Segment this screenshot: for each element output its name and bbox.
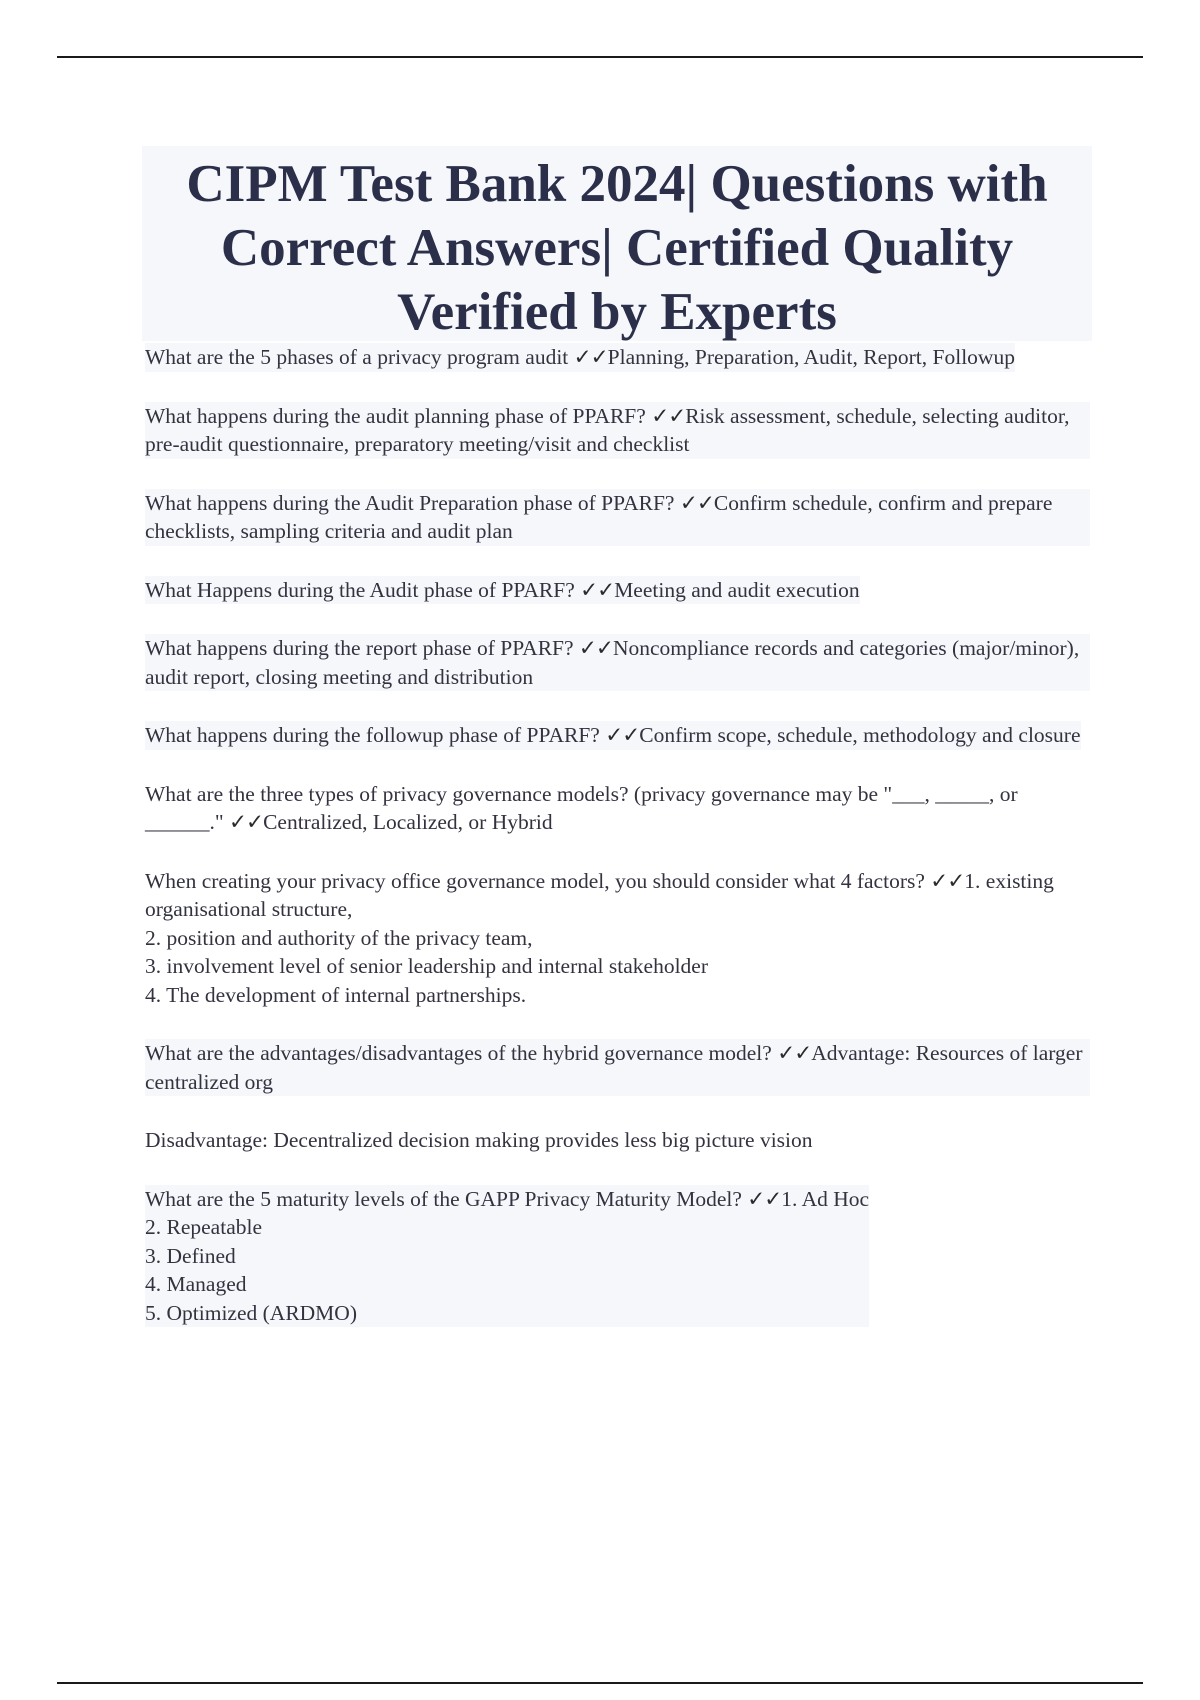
qa-list [145, 343, 1090, 1357]
qa-item [145, 721, 1081, 750]
qa-item [145, 489, 1090, 546]
disadvantage-text: Disadvantage: Decentralized decision making provides less big picture vision [145, 1128, 813, 1152]
question-text: What are the three types of privacy governance models? (privacy governance may be "___, _____, or ______." [145, 781, 1023, 834]
check-icon: ✓✓ [580, 577, 615, 602]
answer-text: Confirm scope, schedule, methodology and closure [639, 723, 1081, 747]
qa-item [145, 402, 1090, 459]
qa-item [145, 867, 1090, 1010]
question-text: When creating your privacy office governance model, you should consider what 4 factors? [145, 868, 931, 893]
answer-text: 1. Ad Hoc 2. Repeatable 3. Defined 4. Managed 5. Optimized (ARDMO) [145, 1186, 870, 1325]
answer-text: Confirm schedule, confirm and prepare checklists, sampling criteria and audit plan [145, 490, 1058, 543]
qa-item [145, 1039, 1090, 1096]
question-text: What happens during the audit planning phase of PPARF? [145, 403, 652, 428]
top-rule [57, 56, 1143, 58]
question-text: What are the advantages/disadvantages of the hybrid governance model? [145, 1041, 778, 1065]
qa-item [145, 576, 860, 605]
question-text: What happens during the Audit Preparation phase of PPARF? [145, 490, 680, 515]
title-block [142, 146, 1092, 341]
answer-text: 1. existing organisational structure, 2. position and authority of the privacy team, 3. involvement level of senior leadership and internal stakeholder 4. The development of internal partnerships. [145, 868, 1054, 1007]
page-title: CIPM Test Bank 2024| Questions with Correct Answers| Certified Quality Verified by Experts [186, 155, 1048, 341]
bottom-rule [57, 1682, 1143, 1684]
answer-text: Risk assessment, schedule, selecting auditor, pre-audit questionnaire, preparatory meeting/visit and checklist [145, 403, 1075, 456]
qa-item [145, 780, 1090, 837]
question-text: What are the 5 phases of a privacy program audit [145, 345, 574, 369]
qa-item [145, 343, 1015, 372]
answer-text: Planning, Preparation, Audit, Report, Followup [607, 345, 1015, 369]
check-icon: ✓✓ [605, 723, 640, 747]
check-icon: ✓✓ [930, 868, 965, 893]
check-icon: ✓✓ [651, 403, 686, 428]
qa-item [145, 1185, 869, 1328]
answer-text: Advantage: Resources of larger centralized org [145, 1041, 1088, 1094]
check-icon: ✓✓ [747, 1186, 782, 1211]
question-text: What Happens during the Audit phase of PPARF? [145, 577, 581, 602]
check-icon: ✓✓ [578, 636, 613, 660]
answer-text: Meeting and audit execution [614, 577, 860, 602]
answer-text: Centralized, Localized, or Hybrid [263, 810, 553, 834]
qa-item [145, 634, 1090, 691]
check-icon: ✓✓ [777, 1041, 812, 1065]
check-icon: ✓✓ [573, 345, 608, 369]
check-icon: ✓✓ [229, 810, 264, 834]
answer-text: Noncompliance records and categories (major/minor), audit report, closing meeting and distribution [145, 636, 1085, 689]
question-text: What are the 5 maturity levels of the GAPP Privacy Maturity Model? [145, 1186, 748, 1211]
question-text: What happens during the report phase of PPARF? [145, 636, 579, 660]
check-icon: ✓✓ [679, 490, 714, 515]
question-text: What happens during the followup phase of PPARF? [145, 723, 606, 747]
